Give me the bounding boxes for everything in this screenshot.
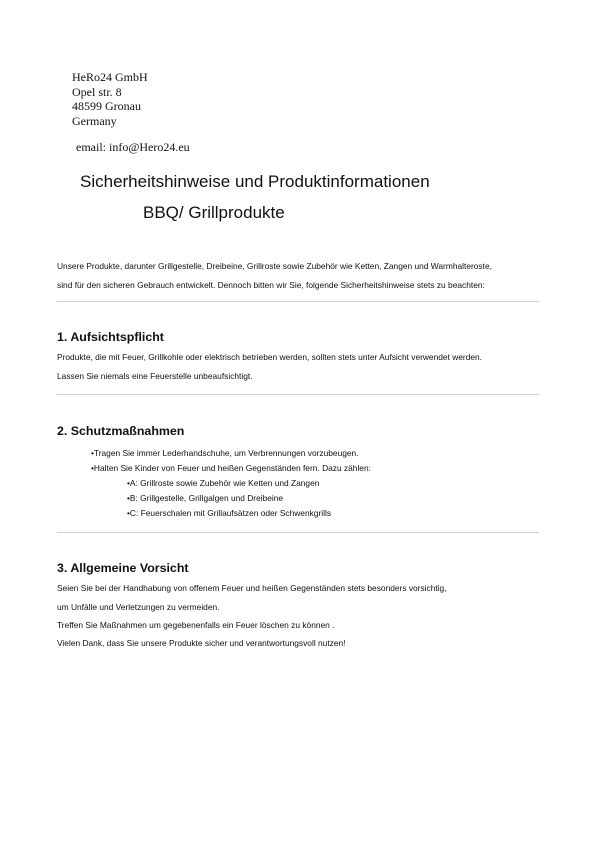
document-subtitle: BBQ/ Grillprodukte [143,203,285,222]
section-text-line: Treffen Sie Maßnahmen um gegebenenfalls ein Feuer löschen zu können . [57,620,335,630]
divider [57,532,539,533]
sub-bullet-item: •C: Feuerschalen mit Grillaufsätzen oder Schwenkgrills [127,508,332,518]
section-text-line: Produkte, die mit Feuer, Grillkohle oder elektrisch betrieben werden, sollten stets unter Aufsicht verwendet werden. [57,352,483,362]
sub-bullet-item: •A: Grillroste sowie Zubehör wie Ketten und Zangen [127,478,320,488]
bullet-item: •Halten Sie Kinder von Feuer und heißen Gegenständen fern. Dazu zählen: [91,463,371,473]
intro-line: Unsere Produkte, darunter Grillgestelle, Dreibeine, Grillroste sowie Zubehör wie Ketten, Zangen und Warmhalteroste, [57,261,492,271]
section-heading-supervision: 1. Aufsichtspflicht [57,330,164,344]
company-street: Opel str. 8 [72,84,122,99]
section-heading-caution: 3. Allgemeine Vorsicht [57,561,189,575]
section-text-line: um Unfälle und Verletzungen zu vermeiden. [57,602,220,612]
sub-bullet-item: •B: Grillgestelle, Grillgalgen und Dreibeine [127,493,284,503]
company-address [72,70,148,128]
divider [57,394,539,395]
section-text-line: Lassen Sie niemals eine Feuerstelle unbeaufsichtigt. [57,371,253,381]
company-city: 48599 Gronau [72,99,141,113]
section-text-line: Seien Sie bei der Handhabung von offenem Feuer und heißen Gegenständen stets besonders vorsichtig, [57,583,447,593]
intro-line: sind für den sicheren Gebrauch entwickelt. Dennoch bitten wir Sie, folgende Sicherheitshinweise stets zu beachten: [57,280,485,290]
section-heading-protection: 2. Schutzmaßnahmen [57,424,185,438]
bullet-item: •Tragen Sie immer Lederhandschuhe, um Verbrennungen vorzubeugen. [91,448,359,458]
divider [57,301,539,302]
company-name: HeRo24 GmbH [72,70,148,84]
document-title: Sicherheitshinweise und Produktinformationen [80,172,430,191]
company-email: email: info@Hero24.eu [76,140,190,154]
company-country: Germany [72,113,117,128]
section-text-line: Vielen Dank, dass Sie unsere Produkte sicher und verantwortungsvoll nutzen! [57,638,346,648]
